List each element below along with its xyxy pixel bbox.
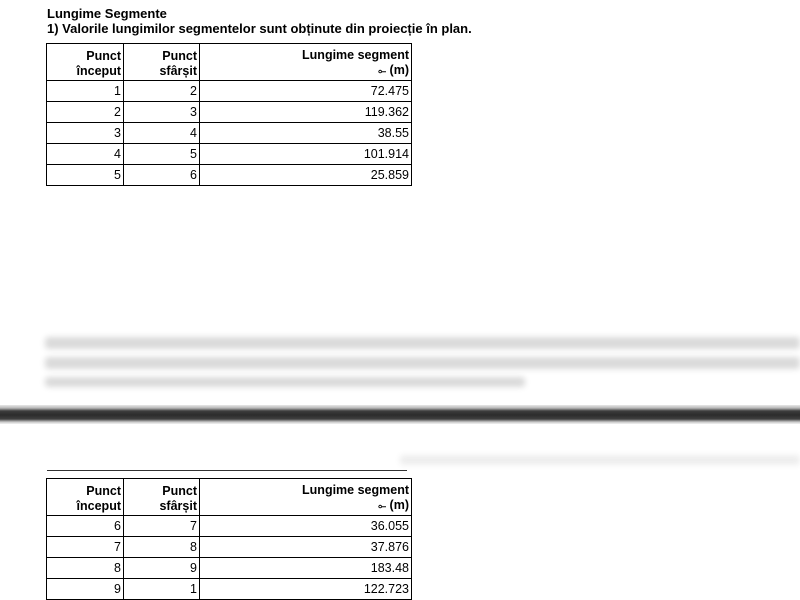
header-text: început (76, 499, 121, 513)
segment-length-table-2 (46, 478, 412, 600)
column-header-start-point (47, 44, 124, 81)
cell-length: 119.362 (200, 102, 412, 123)
cell-end: 7 (124, 516, 200, 537)
cell-start: 5 (47, 165, 124, 186)
page-divider (0, 405, 800, 424)
blurred-text (45, 377, 525, 387)
cell-length: 122.723 (200, 579, 412, 600)
cell-end: 6 (124, 165, 200, 186)
header-text: Lungime segment (302, 483, 409, 497)
unit-label: (m) (389, 498, 409, 512)
table-row (47, 579, 412, 600)
cell-end: 2 (124, 81, 200, 102)
table-row (47, 537, 412, 558)
document-title: Lungime Segmente (47, 6, 167, 21)
cell-length: 101.914 (200, 144, 412, 165)
blurred-text (45, 337, 800, 349)
header-text: Punct (86, 484, 121, 498)
table-header-row (47, 44, 412, 81)
column-header-segment-length (200, 44, 412, 81)
table-row (47, 144, 412, 165)
cell-length: 37.876 (200, 537, 412, 558)
cell-length: 183.48 (200, 558, 412, 579)
column-header-start-point (47, 479, 124, 516)
cell-length: 38.55 (200, 123, 412, 144)
table-row (47, 558, 412, 579)
table-row (47, 81, 412, 102)
section-rule (47, 470, 407, 471)
table-row (47, 123, 412, 144)
tilde-length-icon: ⟜ (378, 501, 387, 512)
cell-end: 9 (124, 558, 200, 579)
cell-length: 72.475 (200, 81, 412, 102)
blurred-text (45, 357, 800, 369)
cell-end: 3 (124, 102, 200, 123)
cell-end: 4 (124, 123, 200, 144)
table-row (47, 516, 412, 537)
cell-end: 8 (124, 537, 200, 558)
cell-length: 36.055 (200, 516, 412, 537)
cell-length: 25.859 (200, 165, 412, 186)
header-text: Punct (86, 49, 121, 63)
header-text: Lungime segment (302, 48, 409, 62)
table-row (47, 165, 412, 186)
tilde-length-icon: ⟜ (378, 66, 387, 77)
header-text: Punct (162, 484, 197, 498)
table-row (47, 102, 412, 123)
cell-start: 6 (47, 516, 124, 537)
table-header-row (47, 479, 412, 516)
cell-start: 9 (47, 579, 124, 600)
blurred-text (400, 455, 800, 465)
cell-start: 8 (47, 558, 124, 579)
segment-length-table-1 (46, 43, 412, 186)
header-text: început (76, 64, 121, 78)
column-header-end-point (124, 44, 200, 81)
cell-end: 5 (124, 144, 200, 165)
unit-label: (m) (389, 63, 409, 77)
header-text: sfârșit (159, 499, 197, 513)
cell-end: 1 (124, 579, 200, 600)
header-text: sfârșit (159, 64, 197, 78)
cell-start: 3 (47, 123, 124, 144)
cell-start: 1 (47, 81, 124, 102)
cell-start: 2 (47, 102, 124, 123)
cell-start: 7 (47, 537, 124, 558)
document-subtitle: 1) Valorile lungimilor segmentelor sunt obținute din proiecție în plan. (47, 21, 472, 36)
column-header-end-point (124, 479, 200, 516)
column-header-segment-length (200, 479, 412, 516)
header-text: Punct (162, 49, 197, 63)
cell-start: 4 (47, 144, 124, 165)
